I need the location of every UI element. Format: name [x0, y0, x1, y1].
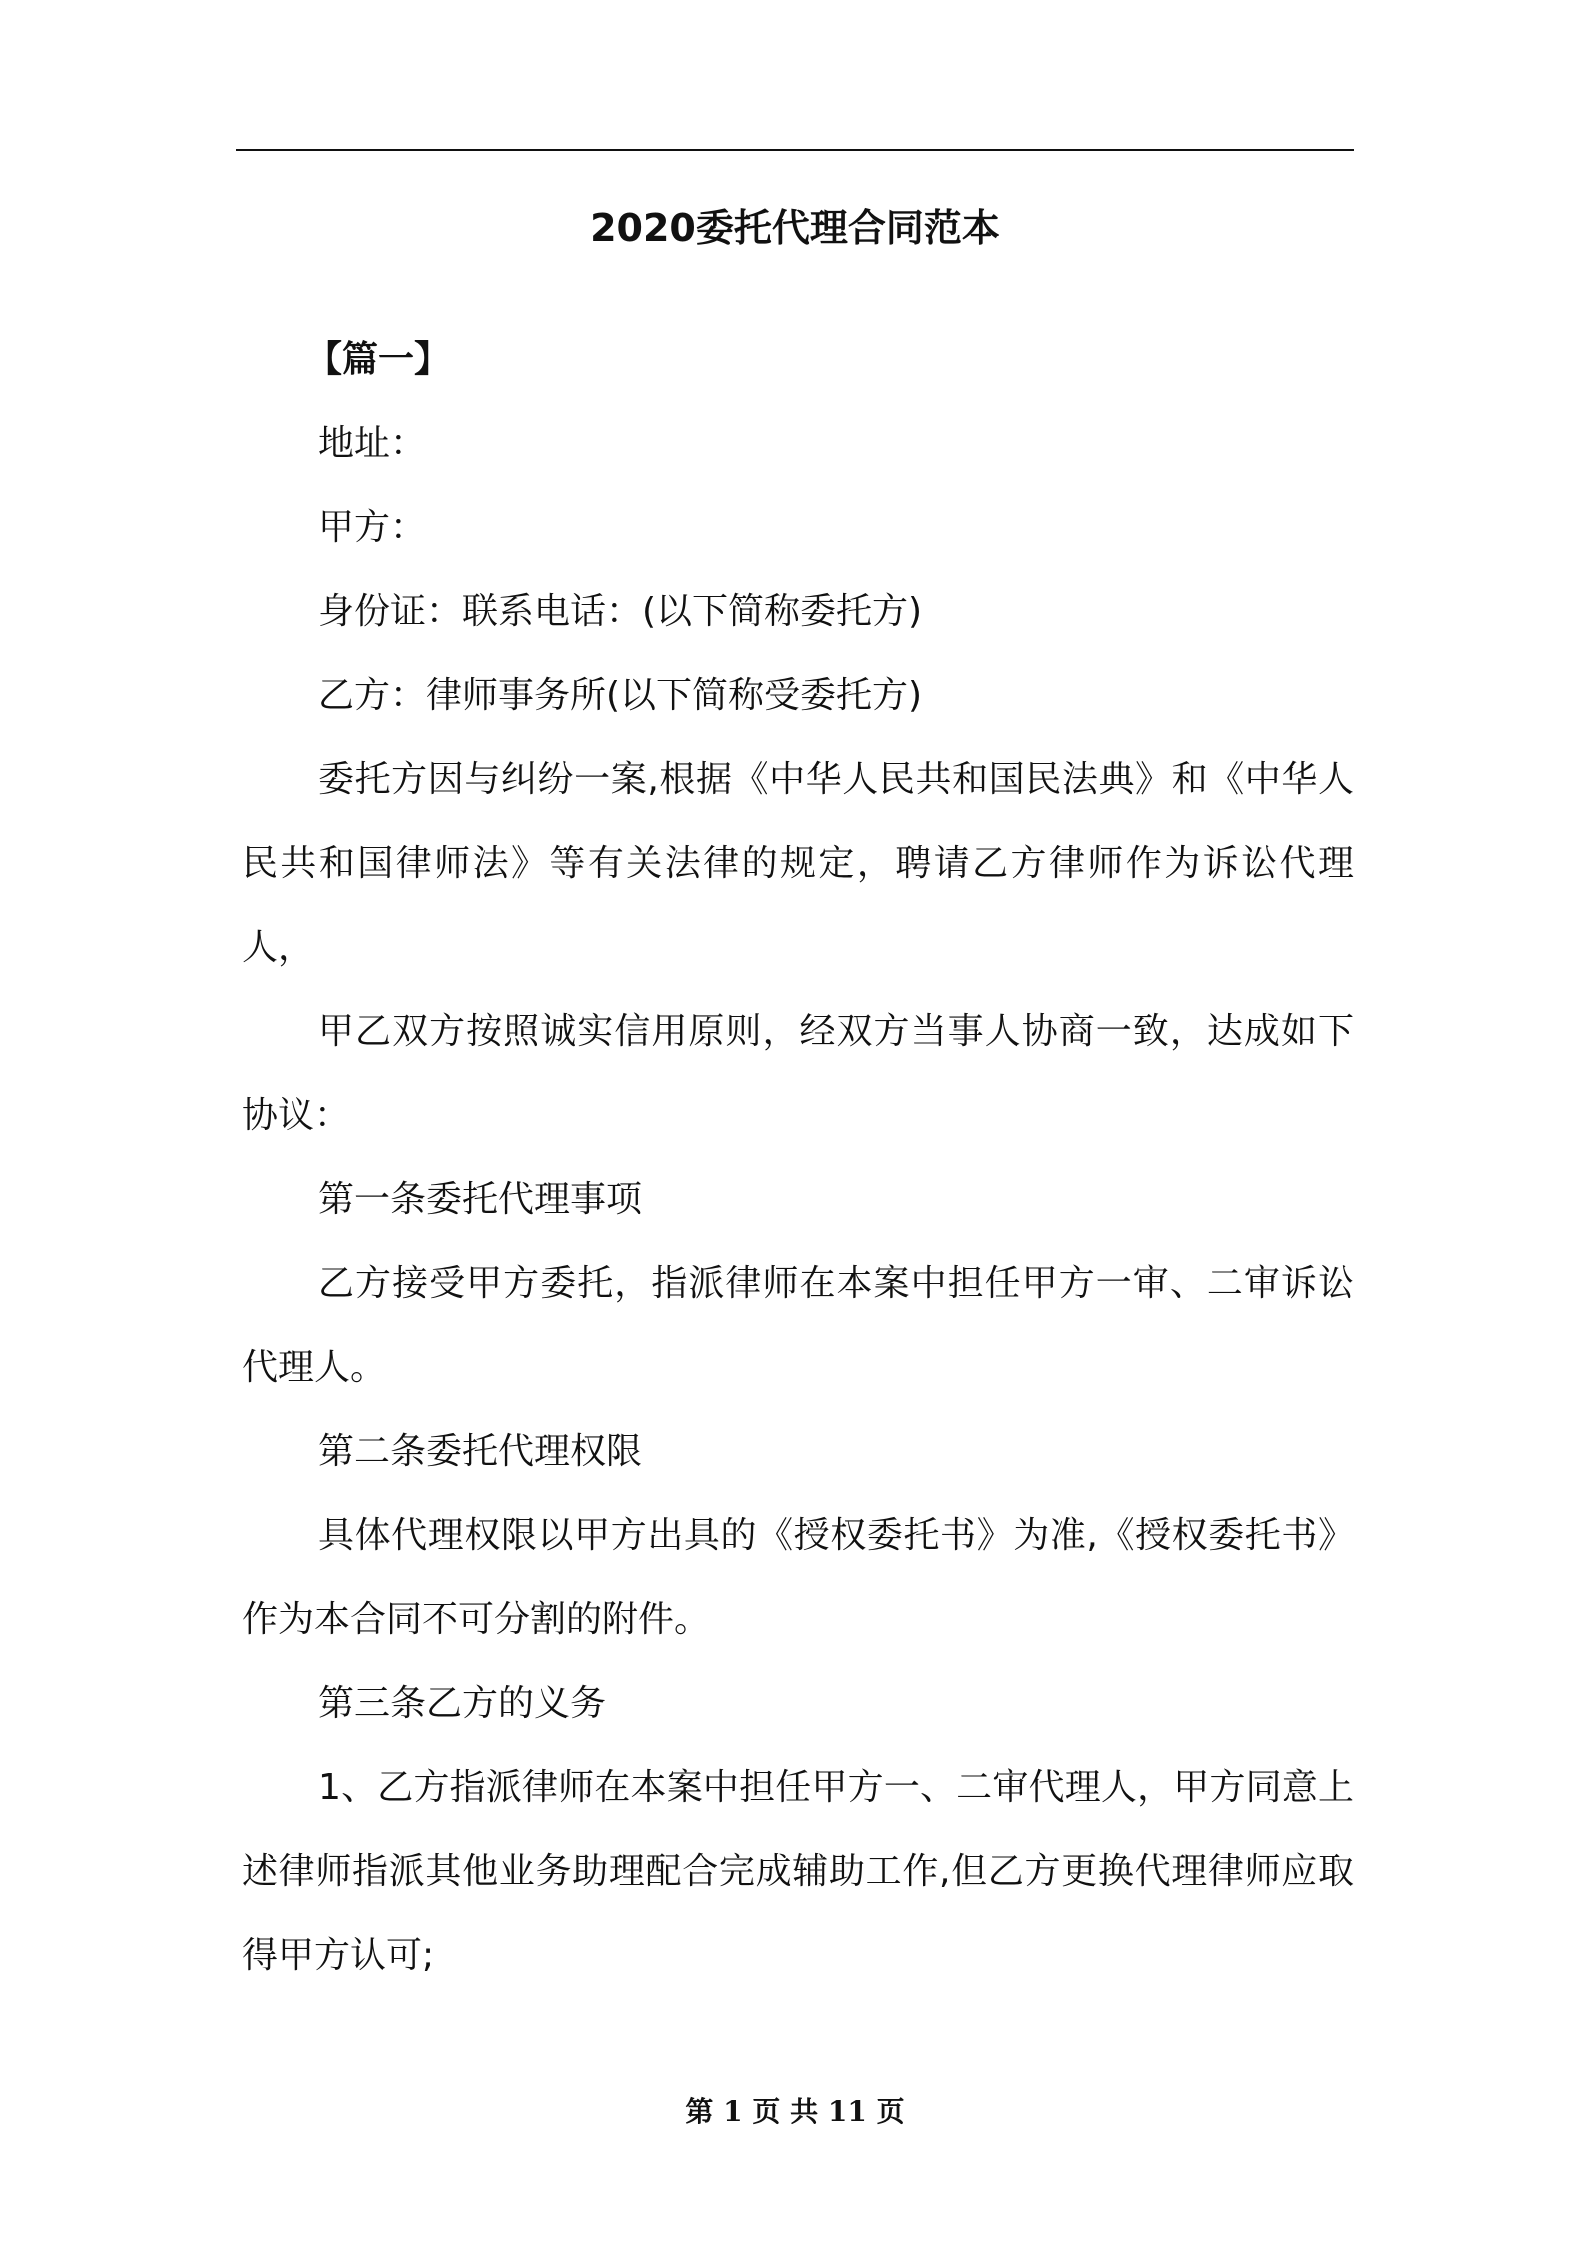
article-2-heading: 第二条委托代理权限	[318, 1431, 643, 1472]
paragraph-preamble: 委托方因与纠纷一案,根据《中华人民共和国民法典》和《中华人民共和国律师法》等有关法律的规定，聘请乙方律师作为诉讼代理人，	[242, 759, 1354, 968]
paragraph-agreement: 甲乙双方按照诚实信用原则，经双方当事人协商一致，达成如下协议：	[242, 1011, 1354, 1136]
document-body	[242, 318, 1354, 1998]
article-2-body: 具体代理权限以甲方出具的《授权委托书》为准,《授权委托书》作为本合同不可分割的附件。	[242, 1515, 1354, 1640]
article-1-heading: 第一条委托代理事项	[318, 1179, 643, 1220]
document-title: 2020委托代理合同范本	[590, 206, 1000, 250]
paragraph-party-a: 甲方：	[318, 507, 427, 548]
section-label: 【篇一】	[306, 339, 451, 380]
header-rule	[236, 149, 1354, 151]
article-3-heading: 第三条乙方的义务	[318, 1683, 607, 1724]
paragraph-address: 地址：	[318, 423, 427, 464]
paragraph-id-phone: 身份证：联系电话：(以下简称委托方)	[318, 591, 923, 632]
article-3-item-1: 1、乙方指派律师在本案中担任甲方一、二审代理人，甲方同意上述律师指派其他业务助理配合完成辅助工作,但乙方更换代理律师应取得甲方认可;	[242, 1767, 1354, 1976]
article-1-body: 乙方接受甲方委托，指派律师在本案中担任甲方一审、二审诉讼代理人。	[242, 1263, 1354, 1388]
page-number-footer: 第 1 页 共 11 页	[685, 2095, 905, 2128]
paragraph-party-b: 乙方：律师事务所(以下简称受委托方)	[318, 675, 923, 716]
